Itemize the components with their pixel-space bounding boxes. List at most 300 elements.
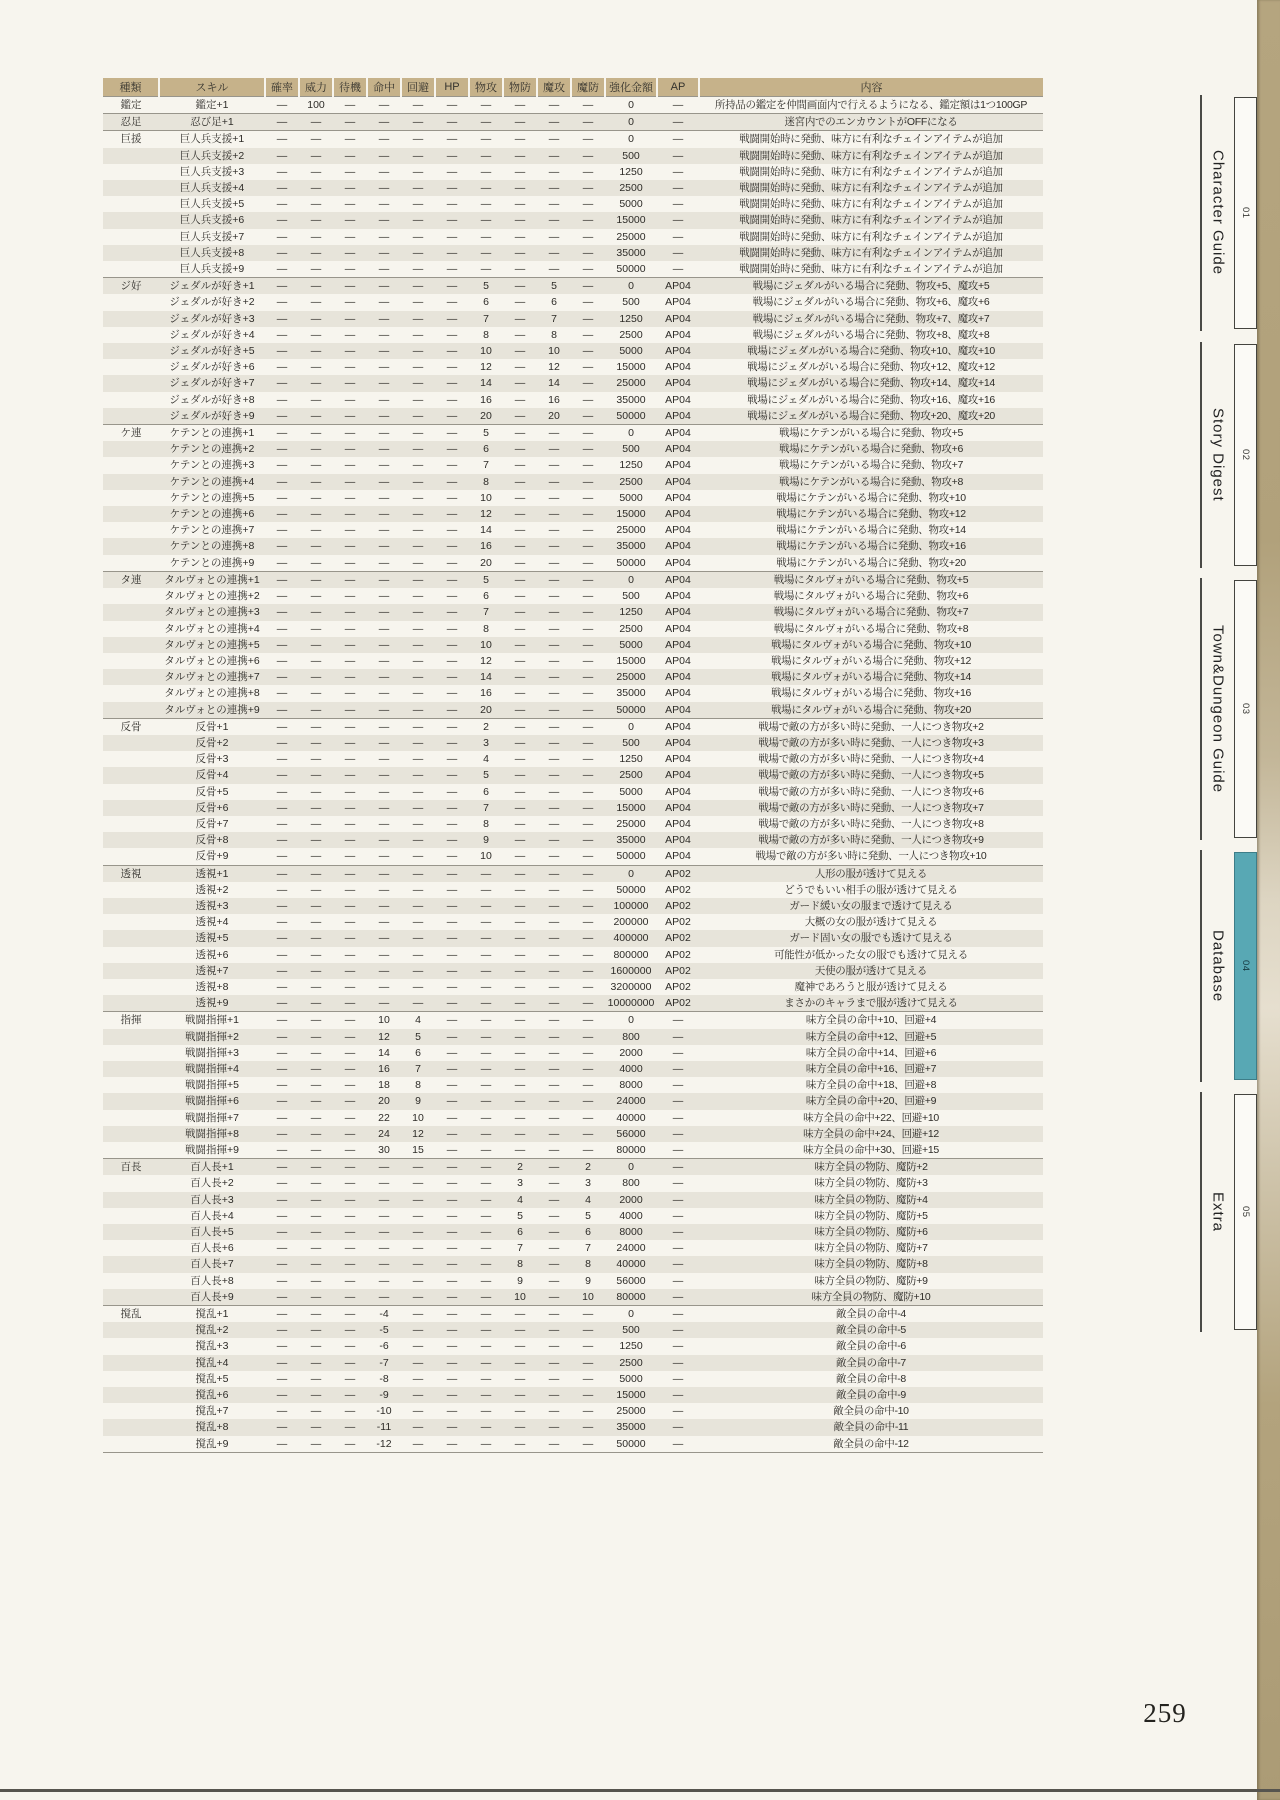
cell-stat: 6 <box>571 1224 605 1240</box>
table-row <box>103 1077 1043 1093</box>
cell-stat: 8 <box>415 1079 421 1092</box>
cell-stat: — <box>469 1306 503 1323</box>
cell-skill: 透視+6 <box>195 948 229 961</box>
cell-stat: — <box>401 131 435 148</box>
cell-stat: — <box>480 916 492 929</box>
cell-stat: — <box>503 832 537 848</box>
cell-stat: 16 <box>480 393 492 406</box>
cell-stat: — <box>469 212 503 228</box>
cell-stat: 20 <box>469 702 503 719</box>
cell-skill: 巨人兵支援+6 <box>159 212 265 228</box>
cell-stat: — <box>537 474 571 490</box>
cell-ap: AP04 <box>665 556 691 569</box>
cell-stat: — <box>333 506 367 522</box>
cell-cost: 500 <box>622 590 640 603</box>
cell-stat: — <box>265 571 299 588</box>
cell-stat: — <box>571 474 605 490</box>
table-row <box>103 375 1043 391</box>
cell-stat: 8 <box>571 1256 605 1272</box>
cell-ap: — <box>657 180 699 196</box>
cell-ap: AP04 <box>657 408 699 425</box>
sidebar-tab-box <box>1234 1094 1257 1330</box>
cell-stat: — <box>514 1340 526 1353</box>
cell-stat: — <box>446 393 458 406</box>
cell-stat: — <box>344 296 356 309</box>
cell-cost: 2000 <box>605 1192 657 1208</box>
cell-ap: — <box>657 131 699 148</box>
sidebar-tab-town-dungeon-guide <box>1200 578 1257 840</box>
cell-stat: — <box>514 230 526 243</box>
cell-desc: 戦場で敵の方が多い時に発動、一人につき物攻+3 <box>699 735 1043 751</box>
cell-type <box>103 180 159 196</box>
cell-stat: — <box>276 948 288 961</box>
cell-stat: — <box>401 702 435 719</box>
cell-stat: — <box>537 97 571 114</box>
cell-stat: — <box>446 263 458 276</box>
cell-cost: 25000 <box>616 524 646 537</box>
cell-stat: — <box>333 604 367 620</box>
cell-stat: 6 <box>483 296 489 309</box>
cell-type <box>103 1355 159 1371</box>
cell-stat: — <box>276 1209 288 1222</box>
cell-desc: 戦場にジェダルがいる場合に発動、物攻+6、魔攻+6 <box>752 296 990 309</box>
cell-stat: — <box>514 622 526 635</box>
cell-stat: — <box>503 1419 537 1435</box>
cell-stat: — <box>469 1192 503 1208</box>
cell-type <box>103 441 159 457</box>
sidebar-tab-number: 05 <box>1240 1206 1251 1218</box>
cell-stat: — <box>401 1436 435 1453</box>
cell-stat: — <box>571 898 605 914</box>
table-row <box>103 114 1043 131</box>
cell-stat: — <box>333 1256 367 1272</box>
cell-stat: — <box>480 1144 492 1156</box>
cell-stat: — <box>401 832 435 848</box>
cell-stat: 5 <box>537 278 571 295</box>
cell-stat: — <box>299 131 333 148</box>
cell-stat: — <box>435 343 469 359</box>
cell-stat: — <box>514 753 526 766</box>
cell-desc: 戦場にジェダルがいる場合に発動、物攻+10、魔攻+10 <box>699 343 1043 359</box>
cell-skill: ケテンとの連携+3 <box>169 459 255 472</box>
cell-desc: 戦闘開始時に発動、味方に有利なチェインアイテムが追加 <box>739 263 1003 276</box>
cell-stat: 7 <box>401 1061 435 1077</box>
cell-stat: — <box>412 198 424 211</box>
cell-ap: — <box>672 1372 684 1385</box>
cell-desc: 戦場にケテンがいる場合に発動、物攻+5 <box>699 425 1043 442</box>
cell-type <box>103 1126 159 1142</box>
cell-stat: — <box>344 491 356 504</box>
cell-stat: — <box>571 865 605 882</box>
cell-stat: — <box>503 408 537 425</box>
cell-skill: 撹乱+4 <box>159 1355 265 1371</box>
cell-stat: — <box>333 1061 367 1077</box>
cell-stat: — <box>548 165 560 178</box>
table-row <box>103 637 1043 653</box>
cell-stat: — <box>265 441 299 457</box>
cell-stat: — <box>401 148 435 164</box>
cell-type <box>103 1029 159 1045</box>
cell-stat: — <box>446 491 458 504</box>
cell-desc: 味方全員の物防、魔防+6 <box>699 1224 1043 1240</box>
cell-cost: 8000 <box>619 1079 643 1092</box>
cell-stat: — <box>503 97 537 114</box>
cell-stat: — <box>367 930 401 946</box>
cell-skill: 戦闘指揮+7 <box>185 1111 239 1124</box>
cell-stat: — <box>514 1079 526 1092</box>
cell-stat: — <box>299 212 333 228</box>
cell-stat: — <box>299 718 333 735</box>
cell-type <box>103 1371 159 1387</box>
cell-cost: 800000 <box>613 948 649 961</box>
cell-stat: — <box>401 865 435 882</box>
cell-stat: — <box>480 1046 492 1059</box>
cell-type: 指揮 <box>103 1012 159 1029</box>
cell-stat: 16 <box>469 538 503 554</box>
cell-skill: 撹乱+8 <box>159 1419 265 1435</box>
cell-cost: 0 <box>605 278 657 295</box>
cell-stat: — <box>503 604 537 620</box>
cell-stat: — <box>537 1093 571 1109</box>
cell-type <box>103 882 159 898</box>
cell-type <box>103 522 159 538</box>
cell-ap: — <box>657 148 699 164</box>
cell-stat: — <box>344 361 356 374</box>
cell-stat: — <box>537 538 571 554</box>
cell-stat: — <box>503 375 537 391</box>
cell-stat: 9 <box>517 1274 523 1287</box>
cell-stat: -12 <box>367 1436 401 1453</box>
cell-stat: — <box>265 408 299 425</box>
cell-stat: — <box>276 1242 288 1255</box>
cell-desc: 戦場にケテンがいる場合に発動、物攻+8 <box>699 474 1043 490</box>
cell-stat: — <box>276 980 288 993</box>
cell-stat: — <box>537 1355 571 1371</box>
cell-stat: — <box>299 441 333 457</box>
cell-stat: — <box>537 212 571 228</box>
cell-ap: AP04 <box>657 604 699 620</box>
column-header: 魔防 <box>571 78 605 97</box>
cell-stat: — <box>412 524 424 537</box>
cell-stat: — <box>514 198 526 211</box>
cell-stat: 4 <box>483 753 489 766</box>
cell-type <box>103 784 159 800</box>
cell-stat: — <box>401 408 435 425</box>
cell-ap: AP02 <box>657 930 699 946</box>
table-row <box>103 1240 1043 1256</box>
cell-stat: — <box>310 165 322 178</box>
cell-stat: — <box>412 361 424 374</box>
cell-stat: — <box>514 883 526 896</box>
cell-type <box>103 848 159 865</box>
cell-stat: — <box>344 916 356 929</box>
cell-stat: — <box>503 930 537 946</box>
cell-stat: — <box>276 230 288 243</box>
cell-desc: 戦闘開始時に発動、味方に有利なチェインアイテムが追加 <box>699 180 1043 196</box>
cell-stat: — <box>469 898 503 914</box>
cell-desc: 戦場にタルヴォがいる場合に発動、物攻+14 <box>699 669 1043 685</box>
cell-skill: タルヴォとの連携+1 <box>159 571 265 588</box>
table-row <box>103 751 1043 767</box>
cell-desc: 戦場にタルヴォがいる場合に発動、物攻+7 <box>699 604 1043 620</box>
cell-stat: — <box>446 916 458 929</box>
cell-stat: — <box>514 687 526 700</box>
cell-stat: — <box>480 1340 492 1353</box>
cell-stat: 14 <box>480 524 492 537</box>
cell-stat: — <box>446 1046 458 1059</box>
cell-stat: — <box>571 800 605 816</box>
cell-stat: — <box>333 767 367 783</box>
cell-stat: — <box>265 506 299 522</box>
cell-stat: — <box>503 212 537 228</box>
cell-stat: — <box>265 669 299 685</box>
cell-skill: ジェダルが好き+4 <box>169 328 255 341</box>
cell-stat: -6 <box>379 1340 389 1353</box>
cell-type <box>103 261 159 278</box>
cell-ap: AP04 <box>657 538 699 554</box>
cell-stat: — <box>548 263 560 276</box>
cell-stat: — <box>571 767 605 783</box>
table-row <box>103 1371 1043 1387</box>
cell-stat: — <box>514 1405 526 1418</box>
table-row <box>103 164 1043 180</box>
cell-stat: — <box>401 1289 435 1306</box>
cell-ap: — <box>657 1322 699 1338</box>
cell-stat: — <box>435 669 469 685</box>
cell-stat: — <box>344 1079 356 1092</box>
cell-type <box>103 1175 159 1191</box>
cell-stat: — <box>582 980 594 993</box>
cell-ap: AP04 <box>657 800 699 816</box>
cell-stat: — <box>367 180 401 196</box>
cell-cost: 2000 <box>619 1046 643 1059</box>
cell-stat: — <box>548 1372 560 1385</box>
cell-stat: — <box>435 1419 469 1435</box>
cell-skill: 撹乱+6 <box>159 1387 265 1403</box>
cell-cost: 2500 <box>619 622 643 635</box>
cell-stat: — <box>333 180 367 196</box>
cell-ap: AP04 <box>665 524 691 537</box>
cell-stat: 30 <box>378 1144 390 1156</box>
cell-stat: — <box>582 817 594 830</box>
cell-stat: — <box>446 296 458 309</box>
cell-stat: — <box>344 590 356 603</box>
cell-stat: — <box>571 441 605 457</box>
cell-cost: 50000 <box>616 883 646 896</box>
cell-stat: — <box>514 590 526 603</box>
cell-skill: 忍び足+1 <box>159 114 265 131</box>
sidebar-tab-box <box>1234 580 1257 838</box>
cell-stat: — <box>401 963 435 979</box>
cell-type <box>103 1093 159 1109</box>
cell-stat: — <box>412 230 424 243</box>
cell-stat: — <box>503 1061 537 1077</box>
cell-type: 百長 <box>103 1159 159 1176</box>
table-row <box>103 604 1043 620</box>
cell-skill: 反骨+8 <box>159 832 265 848</box>
cell-stat: — <box>310 1242 322 1255</box>
cell-ap: AP04 <box>657 669 699 685</box>
cell-stat: — <box>401 278 435 295</box>
cell-stat: — <box>412 1209 424 1222</box>
table-row <box>103 1273 1043 1289</box>
cell-stat: — <box>378 817 390 830</box>
column-header: 内容 <box>699 78 1043 97</box>
cell-skill: 透視+4 <box>195 916 229 929</box>
cell-cost: 1250 <box>619 165 643 178</box>
cell-stat: — <box>333 1322 367 1338</box>
cell-stat: — <box>378 165 390 178</box>
cell-stat: — <box>435 1387 469 1403</box>
table-row <box>103 457 1043 473</box>
cell-stat: — <box>469 1387 503 1403</box>
cell-stat: — <box>378 1177 390 1190</box>
cell-type <box>103 1192 159 1208</box>
cell-cost: 35000 <box>616 393 646 406</box>
cell-stat: — <box>412 980 424 993</box>
cell-stat: — <box>344 948 356 961</box>
cell-cost: 0 <box>605 718 657 735</box>
cell-skill: 戦闘指揮+4 <box>159 1061 265 1077</box>
cell-stat: — <box>435 311 469 327</box>
cell-stat: 10 <box>367 1012 401 1029</box>
cell-stat: — <box>310 753 322 766</box>
cell-stat: — <box>537 1436 571 1453</box>
cell-stat: — <box>412 556 424 569</box>
cell-stat: — <box>333 278 367 295</box>
cell-skill: ジェダルが好き+7 <box>159 375 265 391</box>
cell-stat: — <box>435 1061 469 1077</box>
table-row <box>103 947 1043 963</box>
table-row <box>103 1306 1043 1323</box>
cell-stat: — <box>514 361 526 374</box>
cell-stat: — <box>367 278 401 295</box>
cell-skill: 透視+2 <box>195 883 229 896</box>
cell-stat: — <box>412 263 424 276</box>
table-row <box>103 294 1043 310</box>
cell-stat: — <box>265 865 299 882</box>
table-row <box>103 1355 1043 1371</box>
cell-desc: 味方全員の命中+20、回避+9 <box>699 1093 1043 1109</box>
cell-stat: — <box>412 165 424 178</box>
cell-stat: — <box>446 459 458 472</box>
cell-stat: 12 <box>548 361 560 374</box>
cell-stat: — <box>265 311 299 327</box>
cell-stat: — <box>378 459 390 472</box>
cell-stat: — <box>310 1079 322 1092</box>
cell-desc: 所持品の鑑定を仲間画面内で行えるようになる、鑑定額は1つ100GP <box>699 97 1043 114</box>
cell-stat: — <box>503 1126 537 1142</box>
cell-desc: 魔神であろうと服が透けて見える <box>794 980 948 993</box>
cell-stat: — <box>344 524 356 537</box>
cell-type <box>103 653 159 669</box>
cell-type <box>103 490 159 506</box>
cell-stat: — <box>446 1405 458 1418</box>
cell-ap: AP04 <box>657 637 699 653</box>
cell-cost: 15000 <box>616 654 646 667</box>
cell-stat: 10 <box>537 343 571 359</box>
cell-desc: 敵全員の命中-5 <box>699 1322 1043 1338</box>
cell-stat: — <box>299 1419 333 1435</box>
table-row <box>103 995 1043 1012</box>
cell-cost: 50000 <box>605 1436 657 1453</box>
cell-cost: 25000 <box>616 1405 646 1418</box>
cell-stat: 12 <box>469 506 503 522</box>
cell-stat: 4 <box>503 1192 537 1208</box>
cell-stat: — <box>435 702 469 719</box>
cell-stat: — <box>480 1209 492 1222</box>
cell-stat: — <box>469 1224 503 1240</box>
cell-stat: — <box>435 832 469 848</box>
table-row <box>103 898 1043 914</box>
cell-desc: 味方全員の物防、魔防+4 <box>699 1192 1043 1208</box>
cell-stat: — <box>571 278 605 295</box>
table-row <box>103 1338 1043 1354</box>
cell-stat: — <box>378 1209 390 1222</box>
cell-type <box>103 555 159 572</box>
cell-stat: — <box>571 1355 605 1371</box>
cell-stat: — <box>378 1274 390 1287</box>
cell-skill: 百人長+9 <box>159 1289 265 1306</box>
cell-stat: — <box>344 1144 356 1156</box>
cell-stat: — <box>582 1144 594 1156</box>
cell-skill: ケテンとの連携+2 <box>159 441 265 457</box>
cell-stat: — <box>435 506 469 522</box>
cell-cost: 2500 <box>605 1355 657 1371</box>
cell-stat: — <box>276 883 288 896</box>
cell-type <box>103 1240 159 1256</box>
cell-desc: 味方全員の命中+24、回避+12 <box>699 1126 1043 1142</box>
cell-stat: — <box>503 767 537 783</box>
cell-cost: 0 <box>605 1012 657 1029</box>
cell-ap: — <box>672 1340 684 1353</box>
cell-stat: — <box>548 850 560 863</box>
cell-stat: -8 <box>379 1372 389 1385</box>
cell-stat: — <box>537 1012 571 1029</box>
table-row <box>103 1322 1043 1338</box>
column-header: 魔攻 <box>537 78 571 97</box>
cell-ap: AP04 <box>665 296 691 309</box>
cell-stat: — <box>344 165 356 178</box>
cell-stat: — <box>548 980 560 993</box>
cell-desc: 戦場にケテンがいる場合に発動、物攻+12 <box>699 506 1043 522</box>
cell-stat: 5 <box>469 571 503 588</box>
cell-stat: — <box>276 459 288 472</box>
cell-stat: — <box>265 800 299 816</box>
cell-skill: 反骨+2 <box>159 735 265 751</box>
cell-stat: — <box>299 930 333 946</box>
cell-stat: — <box>412 296 424 309</box>
cell-stat: — <box>401 343 435 359</box>
cell-ap: — <box>672 165 684 178</box>
cell-ap: AP04 <box>665 491 691 504</box>
cell-stat: — <box>333 212 367 228</box>
cell-stat: — <box>344 1177 356 1190</box>
cell-cost: 50000 <box>616 850 646 863</box>
cell-stat: — <box>582 556 594 569</box>
cell-stat: — <box>378 1242 390 1255</box>
cell-skill: 反骨+3 <box>195 753 229 766</box>
cell-stat: — <box>276 850 288 863</box>
cell-stat: — <box>333 800 367 816</box>
cell-stat: — <box>265 343 299 359</box>
cell-stat: — <box>367 800 401 816</box>
cell-stat: — <box>299 1322 333 1338</box>
cell-ap: AP04 <box>657 767 699 783</box>
cell-stat: — <box>446 687 458 700</box>
cell-stat: — <box>548 883 560 896</box>
cell-stat: — <box>299 1289 333 1306</box>
